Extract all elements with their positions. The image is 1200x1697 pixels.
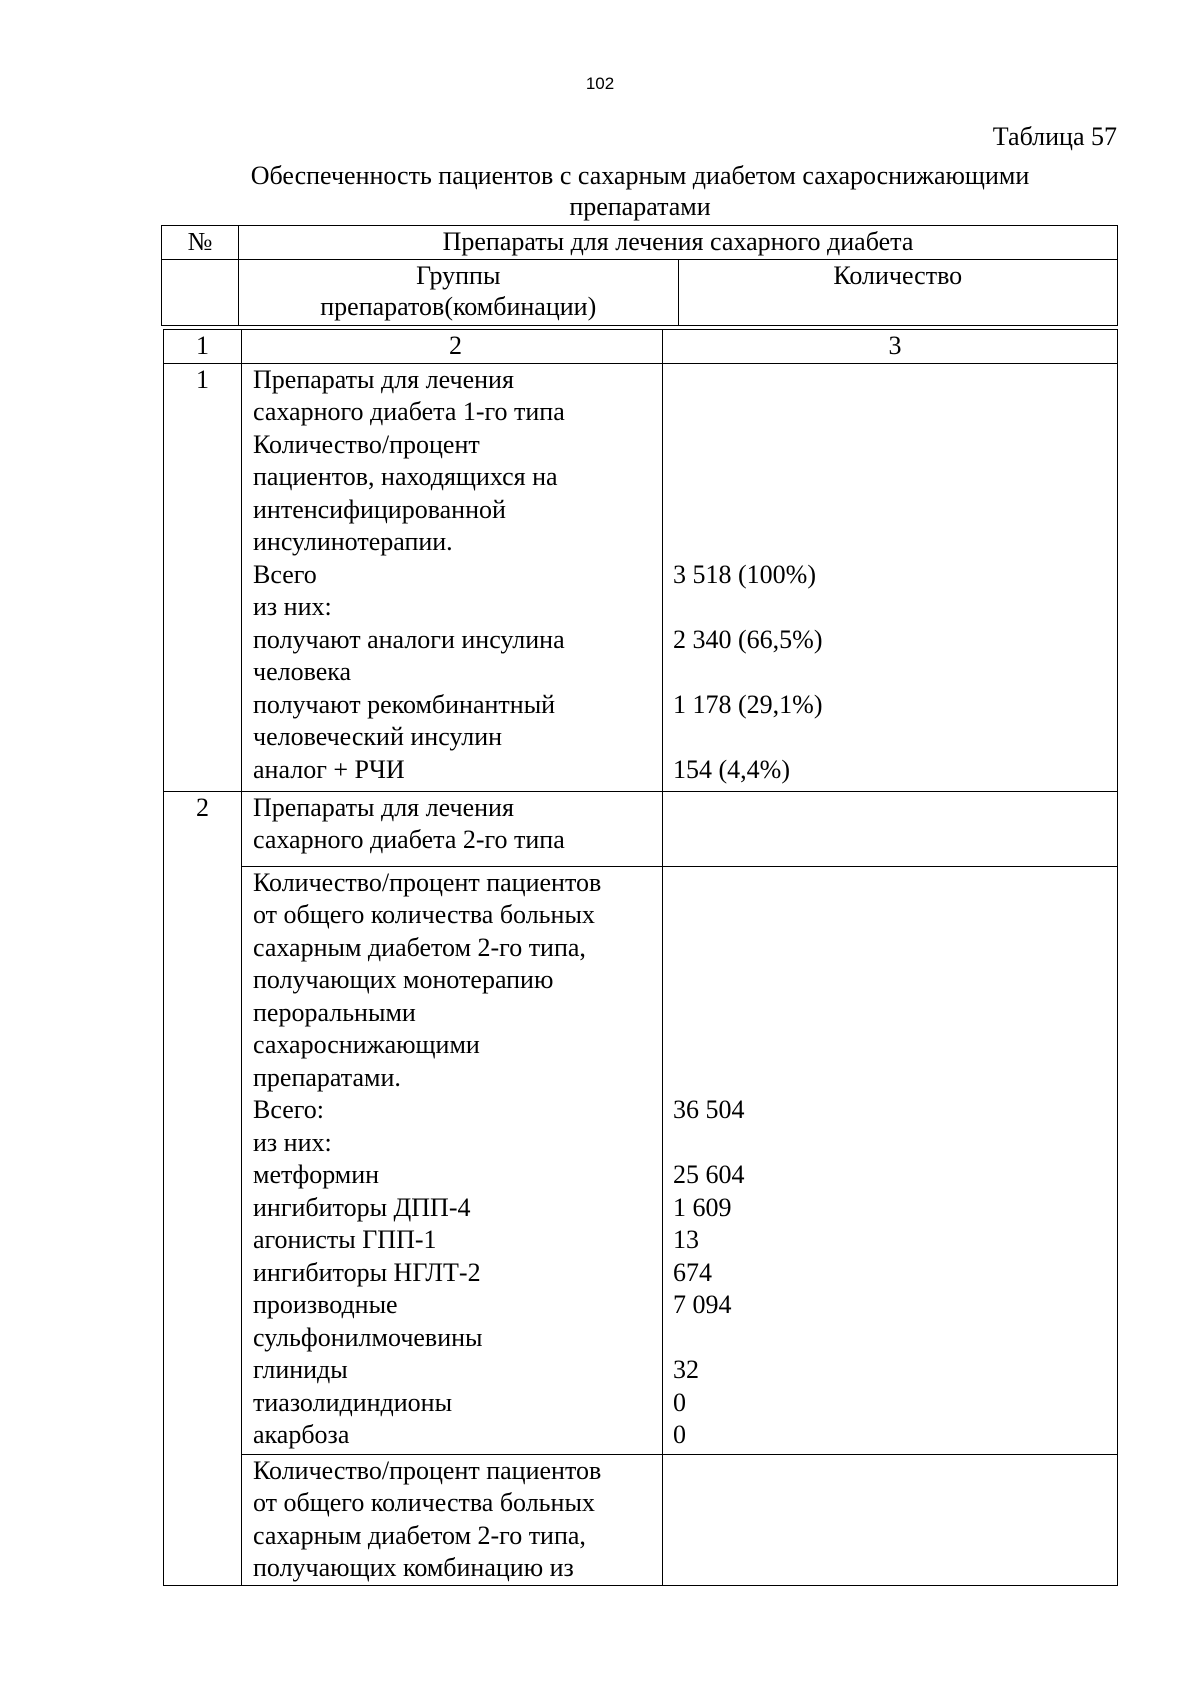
row1-line: интенсифицированной [253,494,506,524]
table-label: Таблица 57 [992,122,1117,151]
mono-line: получающих монотерапию [253,965,554,994]
header-group-title: Препараты для лечения сахарного диабета [239,226,1118,260]
row1-line: из них: [253,592,332,621]
mono-value: 0 [673,1420,686,1449]
mono-line: Количество/процент пациентов [253,867,602,897]
row1-value: 1 178 (29,1%) [673,689,823,719]
mono-line: глиниды [253,1355,348,1384]
row1-line: человеческий инсулин [253,722,503,751]
row1-value: 154 (4,4%) [673,754,790,784]
row1-line: получают аналоги инсулина [253,624,565,654]
mono-line: тиазолидиндионы [253,1387,453,1417]
row1-line: человека [253,657,352,686]
col-number: 3 [663,330,1118,364]
table-title-line: Обеспеченность пациентов с сахарным диабетом сахароснижающими [250,161,1030,190]
mono-line: пероральными [253,997,416,1027]
mono-value: 13 [673,1225,699,1254]
row1-num: 1 [164,363,242,791]
page-number: 102 [585,74,615,93]
header-num: № [162,226,239,260]
header-num-empty [162,259,239,325]
col-number: 2 [242,330,663,364]
mono-line: от общего количества больных [253,900,595,929]
mono-value: 25 604 [673,1160,745,1189]
row2-num: 2 [164,791,242,1585]
mono-line: ингибиторы ДПП-4 [253,1192,471,1222]
mono-value: 674 [673,1257,712,1287]
mono-line: метформин [253,1160,380,1189]
row1-values [663,363,1118,791]
header-col2-line: препаратов(комбинации) [320,291,597,321]
mono-line: сульфонилмочевины [253,1322,483,1352]
row2-title [242,791,663,866]
row1-line: сахарного диабета 1-го типа [253,397,565,426]
col-number: 1 [164,330,242,364]
row1-description [242,363,663,791]
mono-line: сахароснижающими [253,1030,480,1059]
combo-line: сахарным диабетом 2-го типа, [253,1520,586,1550]
row2-monotherapy-values [663,866,1118,1454]
row1-line: пациентов, находящихся на [253,462,558,491]
combo-line: Количество/процент пациентов [253,1455,602,1485]
combo-line: получающих комбинацию из [253,1553,574,1582]
row1-value: 2 340 (66,5%) [673,624,823,654]
row2-monotherapy [242,866,663,1454]
table-header [161,225,1118,326]
mono-value: 7 094 [673,1290,732,1319]
row1-line: аналог + РЧИ [253,754,405,784]
row1-line: получают рекомбинантный [253,689,556,719]
row2-title-line: сахарного диабета 2-го типа [253,825,565,854]
mono-line: препаратами. [253,1062,401,1092]
mono-line: Всего: [253,1095,324,1124]
table-title-line: препаратами [569,192,711,221]
table-body [163,329,1118,1586]
mono-line: из них: [253,1127,332,1157]
row2-combination [242,1454,663,1585]
mono-line: ингибиторы НГЛТ-2 [253,1257,481,1287]
mono-value: 1 609 [673,1192,732,1222]
header-col2-line: Группы [416,260,501,290]
combo-line: от общего количества больных [253,1488,595,1517]
row2-title-value [663,791,1118,866]
mono-value: 32 [673,1355,699,1384]
header-col2 [239,259,679,325]
table-title [150,160,1130,222]
mono-line: агонисты ГПП-1 [253,1225,437,1254]
mono-line: акарбоза [253,1420,350,1449]
row2-title-line: Препараты для лечения [253,792,514,822]
mono-line: сахарным диабетом 2-го типа, [253,932,586,962]
row2-combination-value [663,1454,1118,1585]
row1-line: инсулинотерапии. [253,527,453,556]
row1-line: Количество/процент [253,429,480,459]
header-col3: Количество [678,259,1118,325]
mono-value: 0 [673,1387,686,1417]
mono-line: производные [253,1290,398,1319]
row1-line: Препараты для лечения [253,364,514,394]
mono-value: 36 504 [673,1095,745,1124]
row1-value: 3 518 (100%) [673,559,816,589]
row1-line: Всего [253,559,317,589]
